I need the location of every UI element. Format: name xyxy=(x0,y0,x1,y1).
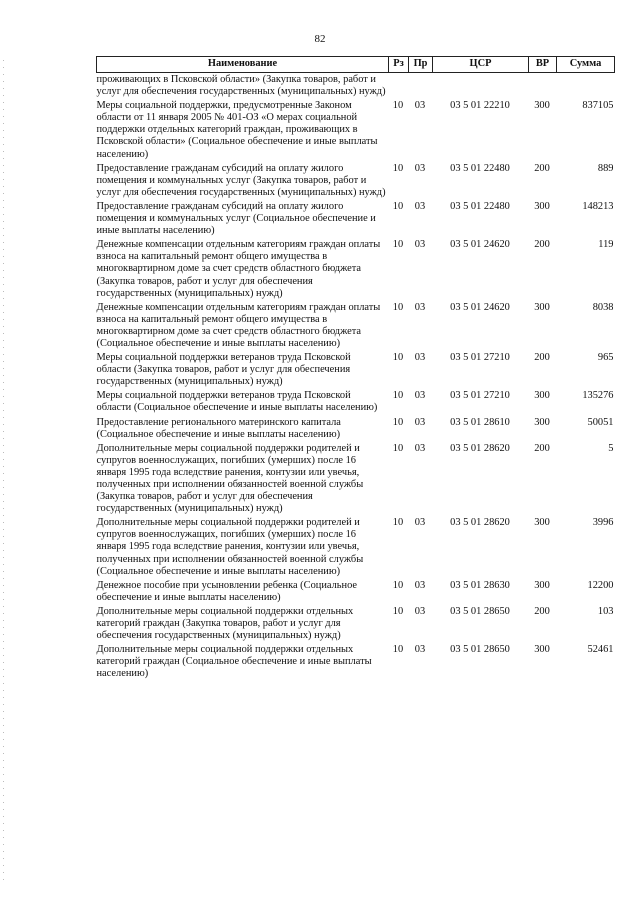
cell-csr: 03 5 01 28620 xyxy=(450,442,510,454)
header-pr: Пр xyxy=(409,57,433,73)
cell-sum: 52461 xyxy=(587,644,614,656)
table-row xyxy=(97,516,615,578)
cell-sum: 3996 xyxy=(592,517,614,529)
cell-vr: 300 xyxy=(534,517,550,529)
cell-rz: 10 xyxy=(392,517,404,529)
cell-csr: 03 5 01 24620 xyxy=(450,239,510,251)
cell-rz: 10 xyxy=(392,442,404,454)
cell-csr xyxy=(433,73,529,100)
cell-sum: 12200 xyxy=(587,579,614,591)
cell-csr: 03 5 01 22480 xyxy=(450,162,510,174)
table-row xyxy=(97,605,615,643)
table-row xyxy=(97,99,615,161)
cell-pr: 03 xyxy=(414,390,426,402)
cell-sum: 119 xyxy=(598,239,614,251)
cell-rz: 10 xyxy=(392,579,404,591)
cell-rz: 10 xyxy=(392,644,404,656)
table-row xyxy=(97,579,615,605)
cell-csr: 03 5 01 22210 xyxy=(450,100,510,112)
cell-sum: 837105 xyxy=(582,100,614,112)
cell-name: Денежные компенсации отдельным категориям граждан оплаты взноса на капитальный ремонт общего имущества в многоквартирном доме за счет средств областного бюджета (Закупка товаров, работ и услуг для обеспечения государственных (муниципальных) нужд) xyxy=(96,239,381,299)
cell-name: Дополнительные меры социальной поддержки родителей и супругов военнослужащих, погибших (умерших) после 16 января 1995 года вследствие ранения, контузии или увечья, полученных при исполнении обязанностей военной службы (Закупка товаров, работ и услуг для обеспечения государственных (муниципальных) нужд) xyxy=(96,442,364,515)
header-rz: Рз xyxy=(389,57,409,73)
cell-name: Предоставление гражданам субсидий на оплату жилого помещения и коммунальных услуг (Социальное обеспечение и иные выплаты населению) xyxy=(96,200,376,237)
cell-csr: 03 5 01 22480 xyxy=(450,200,510,212)
cell-vr: 200 xyxy=(534,162,550,174)
cell-name: Меры социальной поддержки ветеранов труда Псковской области (Социальное обеспечение и иные выплаты населению) xyxy=(96,390,378,414)
cell-rz: 10 xyxy=(392,390,404,402)
cell-pr: 03 xyxy=(414,605,426,617)
cell-csr: 03 5 01 24620 xyxy=(450,301,510,313)
table-row xyxy=(97,389,615,415)
cell-pr xyxy=(409,73,433,100)
table-row xyxy=(97,643,615,681)
cell-vr: 300 xyxy=(534,644,550,656)
cell-sum: 889 xyxy=(597,162,614,174)
header-sum: Сумма xyxy=(557,57,615,73)
cell-csr: 03 5 01 27210 xyxy=(450,390,510,402)
cell-pr: 03 xyxy=(414,644,426,656)
table-row xyxy=(97,301,615,351)
table-header-row xyxy=(97,57,615,73)
cell-vr: 300 xyxy=(534,100,550,112)
cell-rz: 10 xyxy=(392,239,404,251)
header-vr: ВР xyxy=(529,57,557,73)
cell-vr xyxy=(529,73,557,100)
cell-name: Меры социальной поддержки ветеранов труда Псковской области (Закупка товаров, работ и услуг для обеспечения государственных (муниципальных) нужд) xyxy=(96,352,351,388)
cell-pr: 03 xyxy=(414,442,426,454)
cell-name: Предоставление регионального материнского капитала (Социальное обеспечение и иные выплаты населению) xyxy=(96,416,341,440)
cell-vr: 300 xyxy=(534,390,550,402)
cell-pr: 03 xyxy=(414,352,426,364)
cell-vr: 200 xyxy=(534,442,550,454)
table-row xyxy=(97,416,615,442)
header-csr: ЦСР xyxy=(433,57,529,73)
cell-name: Дополнительные меры социальной поддержки родителей и супругов военнослужащих, погибших (умерших) после 16 января 1995 года вследствие ранения, контузии или увечья, полученных при исполнении обязанностей военной службы (Социальное обеспечение и иные выплаты населению) xyxy=(96,517,364,577)
cell-csr: 03 5 01 28650 xyxy=(450,644,510,656)
cell-csr: 03 5 01 28610 xyxy=(450,416,510,428)
cell-sum: 135276 xyxy=(582,390,614,402)
cell-name: проживающих в Псковской области» (Закупка товаров, работ и услуг для обеспечения государственных (муниципальных) нужд) xyxy=(96,74,386,98)
header-name: Наименование xyxy=(97,57,389,73)
cell-rz: 10 xyxy=(392,200,404,212)
cell-name: Меры социальной поддержки, предусмотренные Законом области от 11 января 2005 № 401-ОЗ «О мерах социальной поддержки отдельных категорий граждан, проживающих в Псковской области» (Социальное обеспечение и иные выплаты населению) xyxy=(96,100,378,160)
scan-edge-marks xyxy=(3,60,4,880)
table-row xyxy=(97,351,615,389)
cell-sum xyxy=(557,73,615,100)
cell-sum: 50051 xyxy=(587,416,614,428)
cell-vr: 200 xyxy=(534,605,550,617)
cell-pr: 03 xyxy=(414,239,426,251)
budget-table xyxy=(96,56,615,682)
page-number: 82 xyxy=(314,33,326,45)
table-header xyxy=(97,57,615,73)
table-row xyxy=(97,238,615,300)
cell-csr: 03 5 01 27210 xyxy=(450,352,510,364)
cell-vr: 300 xyxy=(534,579,550,591)
cell-vr: 300 xyxy=(534,301,550,313)
table-row xyxy=(97,200,615,238)
cell-rz: 10 xyxy=(392,352,404,364)
table-body xyxy=(97,73,615,682)
cell-vr: 200 xyxy=(534,239,550,251)
cell-pr: 03 xyxy=(414,579,426,591)
cell-name: Дополнительные меры социальной поддержки отдельных категорий граждан (Социальное обеспечение и иные выплаты населению) xyxy=(96,644,372,680)
cell-sum: 103 xyxy=(597,605,614,617)
cell-pr: 03 xyxy=(414,301,426,313)
cell-csr: 03 5 01 28630 xyxy=(450,579,510,591)
cell-vr: 200 xyxy=(534,352,550,364)
cell-name: Денежное пособие при усыновлении ребенка (Социальное обеспечение и иные выплаты населению) xyxy=(96,579,358,603)
table-row xyxy=(97,162,615,200)
cell-rz: 10 xyxy=(392,605,404,617)
cell-rz: 10 xyxy=(392,301,404,313)
table-row xyxy=(97,73,615,100)
cell-vr: 300 xyxy=(534,416,550,428)
cell-rz: 10 xyxy=(392,162,404,174)
table-row xyxy=(97,442,615,517)
cell-pr: 03 xyxy=(414,517,426,529)
cell-sum: 8038 xyxy=(592,301,614,313)
cell-pr: 03 xyxy=(414,162,426,174)
cell-csr: 03 5 01 28620 xyxy=(450,517,510,529)
cell-pr: 03 xyxy=(414,416,426,428)
cell-name: Денежные компенсации отдельным категориям граждан оплаты взноса на капитальный ремонт общего имущества в многоквартирном доме за счет средств областного бюджета (Социальное обеспечение и иные выплаты населению) xyxy=(96,301,381,349)
cell-pr: 03 xyxy=(414,100,426,112)
cell-vr: 300 xyxy=(534,200,550,212)
cell-rz xyxy=(389,73,409,100)
cell-rz: 10 xyxy=(392,100,404,112)
cell-name: Предоставление гражданам субсидий на оплату жилого помещения и коммунальных услуг (Закупка товаров, работ и услуг для обеспечения государственных (муниципальных) нужд) xyxy=(96,162,386,198)
cell-rz: 10 xyxy=(392,416,404,428)
cell-sum: 148213 xyxy=(582,200,614,212)
cell-name: Дополнительные меры социальной поддержки отдельных категорий граждан (Закупка товаров, работ и услуг для обеспечения государственных (муниципальных) нужд) xyxy=(96,605,354,642)
cell-sum: 5 xyxy=(608,442,614,454)
cell-pr: 03 xyxy=(414,200,426,212)
cell-sum: 965 xyxy=(597,352,614,364)
cell-csr: 03 5 01 28650 xyxy=(450,605,510,617)
